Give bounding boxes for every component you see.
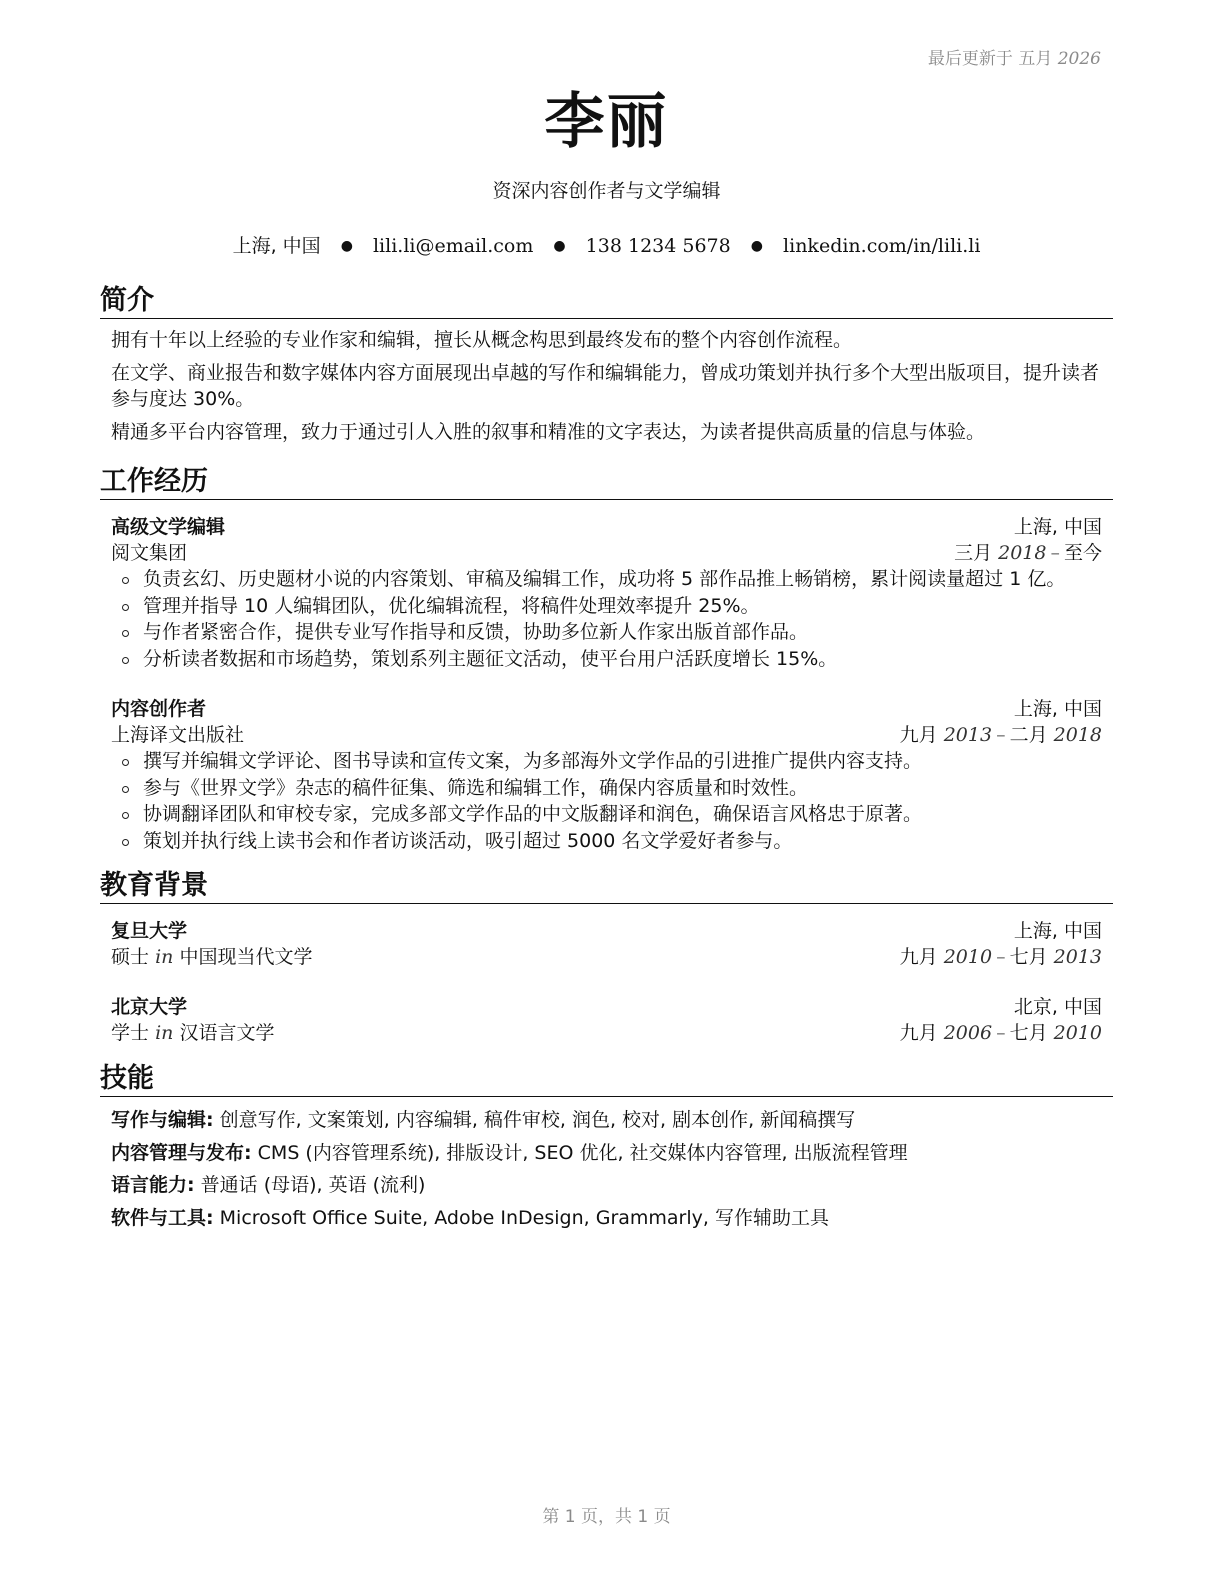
start-year: 2010 [943, 946, 993, 968]
resume-page [100, 0, 1113, 1584]
bullet-separator: ● [750, 238, 763, 254]
experience-section [100, 465, 1113, 854]
highlight-item: 协调翻译团队和审校专家，完成多部文学作品的中文版翻译和润色，确保语言风格忠于原著。 [119, 801, 1102, 828]
page-footer: 第 1 页，共 1 页 [542, 1507, 671, 1527]
skill-value: CMS (内容管理系统), 排版设计, SEO 优化, 社交媒体内容管理, 出版流程管理 [257, 1141, 908, 1164]
last-updated [928, 44, 1101, 69]
end-month: 至今 [1063, 542, 1102, 564]
start-year: 2006 [943, 1022, 993, 1044]
end-month: 七月 [1009, 1022, 1048, 1044]
skill-row [111, 1140, 1113, 1166]
degree-connector: in [155, 1022, 174, 1044]
skill-value: Microsoft Office Suite, Adobe InDesign, Grammarly, 写作辅助工具 [219, 1206, 829, 1229]
education-section [100, 869, 1113, 1046]
job-position: 高级文学编辑 [111, 516, 226, 538]
degree-line [111, 1020, 274, 1046]
section-title-experience: 工作经历 [100, 465, 1113, 500]
summary-paragraph: 拥有十年以上经验的专业作家和编辑，擅长从概念构思到最终发布的整个内容创作流程。 [111, 329, 853, 351]
degree: 硕士 [111, 946, 150, 968]
contact-phone[interactable]: 138 1234 5678 [585, 235, 731, 257]
end-year: 2018 [1053, 724, 1102, 746]
highlight-item: 管理并指导 10 人编辑团队，优化编辑流程，将稿件处理效率提升 25%。 [119, 593, 1102, 620]
experience-entry [100, 514, 1113, 672]
job-location: 上海, 中国 [1013, 516, 1102, 538]
end-month: 二月 [1009, 724, 1048, 746]
section-title-skills: 技能 [100, 1062, 1113, 1097]
highlight-item: 策划并执行线上读书会和作者访谈活动，吸引超过 5000 名文学爱好者参与。 [119, 828, 1102, 855]
skill-label: 语言能力: [111, 1174, 195, 1196]
contact-line [100, 231, 1113, 258]
start-month: 三月 [954, 542, 993, 564]
skills-list [100, 1107, 1113, 1231]
summary-section [100, 284, 1113, 445]
job-position: 内容创作者 [111, 698, 207, 720]
contact-linkedin[interactable]: linkedin.com/in/lili.li [783, 235, 981, 257]
contact-location: 上海, 中国 [232, 235, 321, 257]
last-updated-month: 五月 [1018, 49, 1053, 69]
education-dates: 九月 2010 – 七月 2013 [899, 946, 1102, 968]
section-title-education: 教育背景 [100, 869, 1113, 904]
education-entry [100, 994, 1113, 1046]
start-month: 九月 [899, 946, 938, 968]
school-name: 复旦大学 [111, 920, 188, 942]
company-name: 阅文集团 [111, 542, 188, 564]
summary-paragraph: 在文学、商业报告和数字媒体内容方面展现出卓越的写作和编辑能力，曾成功策划并执行多个大型出版项目，提升读者参与度达 30%。 [111, 362, 1100, 410]
job-location: 上海, 中国 [1013, 698, 1102, 720]
contact-email[interactable]: lili.li@email.com [372, 235, 534, 257]
start-year: 2013 [943, 724, 993, 746]
last-updated-prefix: 最后更新于 [927, 49, 1013, 69]
field-of-study: 中国现当代文学 [179, 946, 313, 968]
last-updated-year: 2026 [1057, 49, 1101, 69]
person-name: 李丽 [544, 87, 669, 157]
degree: 学士 [111, 1022, 150, 1044]
degree-line [111, 944, 312, 970]
bullet-separator: ● [553, 238, 566, 254]
headline: 资深内容创作者与文学编辑 [492, 180, 721, 202]
highlight-item: 分析读者数据和市场趋势，策划系列主题征文活动，使平台用户活跃度增长 15%。 [119, 646, 1102, 673]
summary-paragraph: 精通多平台内容管理，致力于通过引人入胜的叙事和精准的文字表达，为读者提供高质量的信息与体验。 [111, 421, 986, 443]
highlights-list [111, 748, 1102, 854]
school-location: 北京, 中国 [1013, 996, 1102, 1018]
highlight-item: 与作者紧密合作，提供专业写作指导和反馈，协助多位新人作家出版首部作品。 [119, 619, 1102, 646]
education-entry [100, 918, 1113, 970]
skill-value: 创意写作, 文案策划, 内容编辑, 稿件审校, 润色, 校对, 剧本创作, 新闻稿撰写 [219, 1109, 856, 1131]
job-dates: 九月 2013 – 二月 2018 [899, 724, 1102, 746]
highlights-list [111, 566, 1102, 672]
skill-row [111, 1205, 1113, 1231]
highlight-item: 负责玄幻、历史题材小说的内容策划、审稿及编辑工作，成功将 5 部作品推上畅销榜，累计阅读量超过 1 亿。 [119, 566, 1102, 593]
job-dates: 三月 2018 – 至今 [954, 542, 1102, 564]
experience-entry [100, 696, 1113, 854]
field-of-study: 汉语言文学 [179, 1022, 275, 1044]
skill-label: 内容管理与发布: [111, 1141, 252, 1164]
company-name: 上海译文出版社 [111, 724, 245, 746]
end-month: 七月 [1009, 946, 1048, 968]
skill-label: 软件与工具: [111, 1206, 214, 1229]
skill-row [111, 1107, 1113, 1133]
degree-connector: in [155, 946, 174, 968]
highlight-item: 参与《世界文学》杂志的稿件征集、筛选和编辑工作，确保内容质量和时效性。 [119, 775, 1102, 802]
section-title-summary: 简介 [100, 284, 1113, 319]
end-year: 2010 [1053, 1022, 1102, 1044]
start-month: 九月 [899, 724, 938, 746]
education-dates: 九月 2006 – 七月 2010 [899, 1022, 1102, 1044]
skill-label: 写作与编辑: [111, 1109, 214, 1131]
skill-row [111, 1172, 1113, 1198]
bullet-separator: ● [340, 238, 353, 254]
end-year: 2013 [1053, 946, 1102, 968]
skill-value: 普通话 (母语), 英语 (流利) [200, 1174, 426, 1196]
skills-section [100, 1062, 1113, 1237]
highlight-item: 撰写并编辑文学评论、图书导读和宣传文案，为多部海外文学作品的引进推广提供内容支持。 [119, 748, 1102, 775]
school-location: 上海, 中国 [1013, 920, 1102, 942]
start-year: 2018 [998, 542, 1047, 564]
start-month: 九月 [899, 1022, 938, 1044]
school-name: 北京大学 [111, 996, 188, 1018]
